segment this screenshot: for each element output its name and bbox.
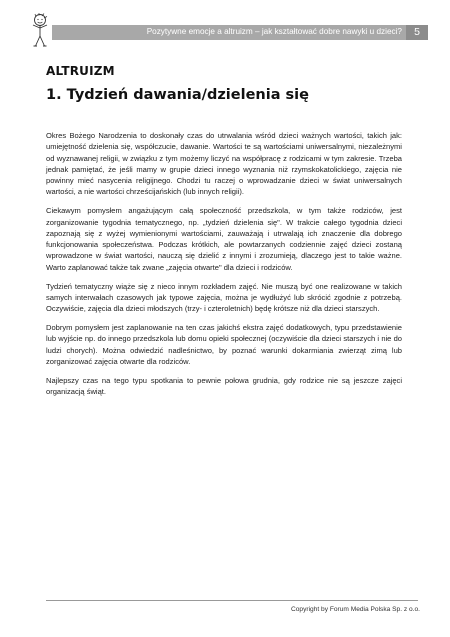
section-label: ALTRUIZM [46,64,115,78]
paragraph: Tydzień tematyczny wiąże się z nieco innym rozkładem zajęć. Nie muszą być one realizowane w takich samych interwałach czasowych jak typowe zajęcia, można je wydłużyć lub skrócić zgodnie z potrzebą. Oczywiście, zajęcia dla dzieci młodszych (trzy- i czteroletnich) będę krótsze niż dla dzieci starszych. [46,281,402,314]
paragraph: Ciekawym pomysłem angażującym całą społeczność przedszkola, w tym także rodziców, jest zorganizowanie tygodnia tematycznego, np. „tydzień dzielenia się". W trakcie całego tygodnia dzieci zapoznają się z wyżej wymienionymi wartościami, zauważają i utrwalają ich znaczenie dla dobrego funkcjonowania społeczeństwa. Podczas krótkich, ale powtarzanych codziennie zajęć dzieci zostaną wprowadzone w świat wartości, nauczą się dzielić z innymi i zrozumieją, dlaczego jest to takie ważne. Warto zaplanować także tak zwane „zajęcia otwarte" dla dzieci i rodziców. [46,206,402,272]
footer-copyright: Copyright by Forum Media Polska Sp. z o.o. [291,606,420,613]
body-text [46,130,402,405]
stick-figure-child-icon [28,13,52,49]
paragraph: Dobrym pomysłem jest zaplanowanie na ten czas jakichś ekstra zajęć dodatkowych, typu przedstawienie lub wyjście np. do innego przedszkola lub domu opieki społecznej (oczywiście dla dzieci starszych i nie do ludzi chorych). Można odwiedzić nadleśnictwo, by poznać warunki dokarmiania zwierząt zimą lub zorganizować zajęcia otwarte dla rodziców. [46,322,402,366]
running-title: Pozytywne emocje a altruizm – jak kształtować dobre nawyki u dzieci? [146,27,402,36]
chapter-title: 1. Tydzień dawania/dzielenia się [46,87,309,103]
running-header-bar [52,25,428,40]
paragraph: Okres Bożego Narodzenia to doskonały czas do utrwalania wśród dzieci ważnych wartości, takich jak: umiejętność dzielenia się, współczucie, dawanie. Wartości te są wartościami uniwersalnymi, niezależnymi od wyznawanej religii, w związku z tym możemy liczyć na współpracę z rodzicami w tym zakresie. Trzeba jednak pamiętać, że jeśli mamy w grupie dzieci innego wyznania niż rzymskokatolickiego, zajęcia nie powinny mieć nasycenia religijnego. Chodzi tu raczej o wprowadzanie dzieci w świat uniwersalnych wartości, a nie wartości chrześcijańskich (lub innych religii). [46,131,402,197]
paragraph: Najlepszy czas na tego typu spotkania to pewnie połowa grudnia, gdy rodzice nie są jeszcze zajęci organizacją świąt. [46,375,402,396]
page-number: 5 [406,25,428,40]
footer-divider [46,600,418,601]
